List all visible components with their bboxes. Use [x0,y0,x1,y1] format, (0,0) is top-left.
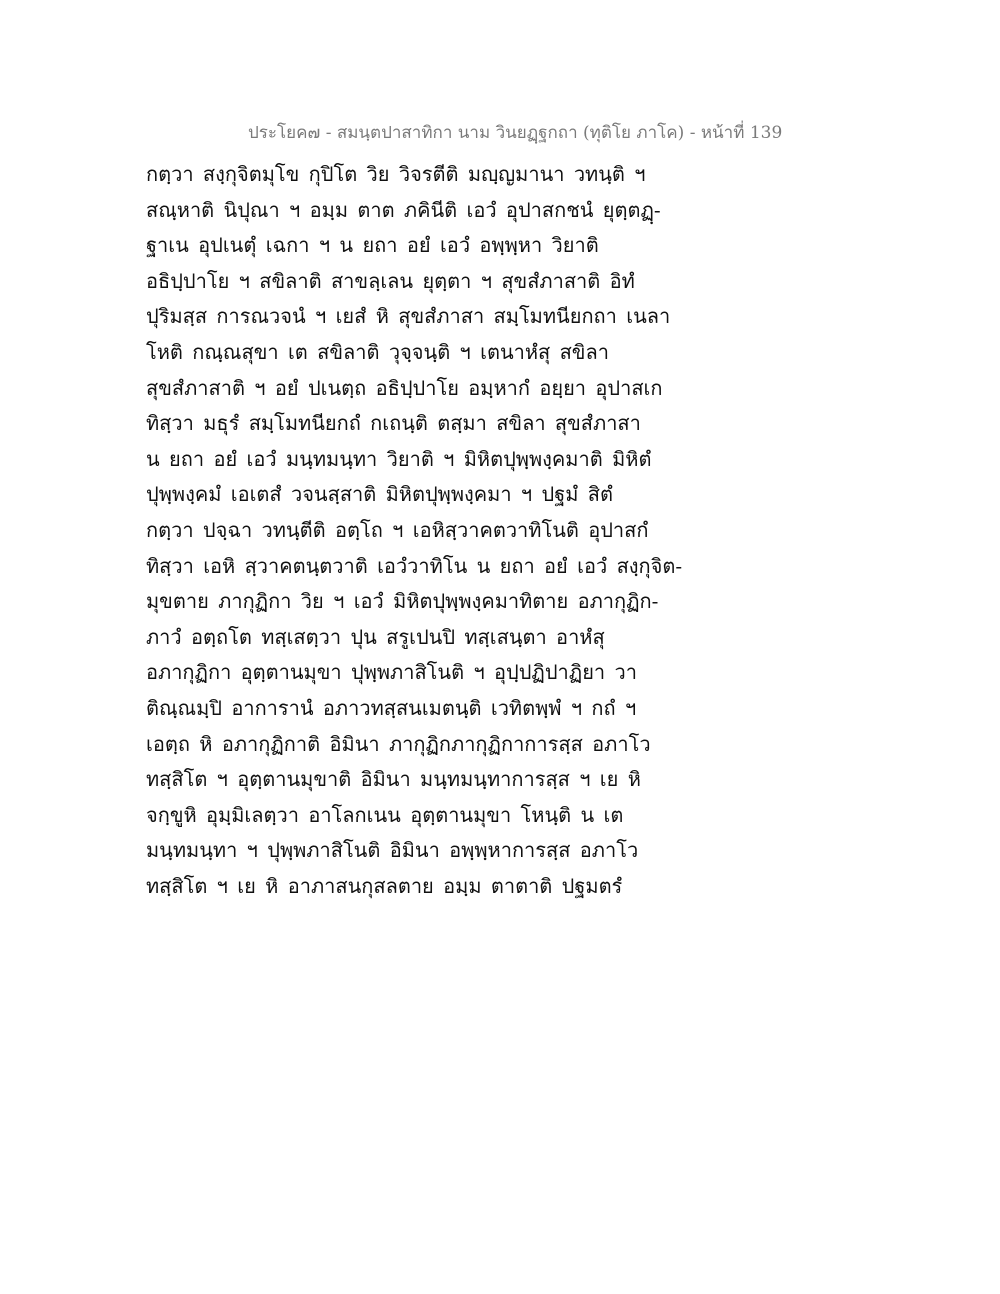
text-line: ทิสฺวา เอหิ สฺวาคตนฺตวาติ เอวํวาทิโน น ยถา อยํ เอวํ สงฺกุจิต- [146,553,683,578]
text-line: มนฺทมนฺทา ฯ ปุพฺพภาสิโนติ อิมินา อพฺพฺหาการสฺส อภาโว [146,838,639,863]
text-line: กตฺวา สงฺกุจิตมุโข กุปิโต วิย วิจรตีติ มญฺญมานา วทนฺติ ฯ [146,162,646,186]
text-line: ปุริมสฺส การณวจนํ ฯ เยสํ หิ สุขสํภาสา สมฺโมทนียกถา เนลา [146,304,671,329]
text-line: ทิสฺวา มธุรํ สมฺโมทนียกถํ กเถนฺติ ตสฺมา สขิลา สุขสํภาสา [146,411,641,436]
text-line: เอตฺถ หิ อภากุฏิกาติ อิมินา ภากุฏิกภากุฏิกาการสฺส อภาโว [146,731,651,756]
text-line: อธิปฺปาโย ฯ สขิลาติ สาขลฺเลน ยุตฺตา ฯ สุขสํภาสาติ อิทํ [146,268,635,293]
text-line: ปุพฺพงฺคมํ เอเตสํ วจนสฺสาติ มิหิตปุพฺพงฺคมา ฯ ปฐมํ สิตํ [146,482,613,507]
body-text [146,157,706,904]
text-line: มุขตาย ภากุฏิกา วิย ฯ เอวํ มิหิตปุพฺพงฺคมาทิตาย อภากุฏิก- [146,589,659,614]
text-line: ทสฺสิโต ฯ อุตฺตานมุขาติ อิมินา มนฺทมนฺทาการสฺส ฯ เย หิ [146,767,641,792]
text-line: โหติ กณฺณสุขา เต สขิลาติ วุจฺจนฺติ ฯ เตนาหํสุ สขิลา [146,339,609,364]
text-line: ภาวํ อตฺถโต ทสฺเสตฺวา ปุน สรูเปนปิ ทสฺเสนฺตา อาหํสุ [146,624,605,649]
text-line: จกฺขูหิ อุมฺมิเลตฺวา อาโลกเนน อุตฺตานมุขา โหนฺติ น เต [146,802,624,827]
running-header: ประโยค๗ - สมนฺตปาสาทิกา นาม วินยฏฺฐกถา (ทุติโย ภาโค) - หน้าที่ 139 [248,123,783,143]
text-line: ฐาเน อุปเนตุํ เฉกา ฯ น ยถา อยํ เอวํ อพฺพฺหา วิยาติ [146,233,599,258]
text-line: ทสฺสิโต ฯ เย หิ อาภาสนกุสลตาย อมฺม ตาตาติ ปฐมตรํ [146,873,623,898]
text-line: น ยถา อยํ เอวํ มนฺทมนฺทา วิยาติ ฯ มิหิตปุพฺพงฺคมาติ มิหิตํ [146,446,652,471]
text-line: อภากุฏิกา อุตฺตานมุขา ปุพฺพภาสิโนติ ฯ อุปฺปฏิปาฏิยา วา [146,660,637,685]
text-line: ติณฺณมฺปิ อาการานํ อภาวทสฺสนเมตนฺติ เวทิตพฺพํ ฯ กถํ ฯ [146,695,637,720]
text-line: สุขสํภาสาติ ฯ อยํ ปเนตฺถ อธิปฺปาโย อมฺหากํ อยฺยา อุปาสเก [146,375,663,400]
text-line: สณฺหาติ นิปุณา ฯ อมฺม ตาต ภคินีติ เอวํ อุปาสกชนํ ยุตฺตฏฺ- [146,197,661,222]
text-line: กตฺวา ปจฺฉา วทนฺตีติ อตฺโถ ฯ เอหิสฺวาคตวาทิโนติ อุปาสกํ [146,517,649,542]
